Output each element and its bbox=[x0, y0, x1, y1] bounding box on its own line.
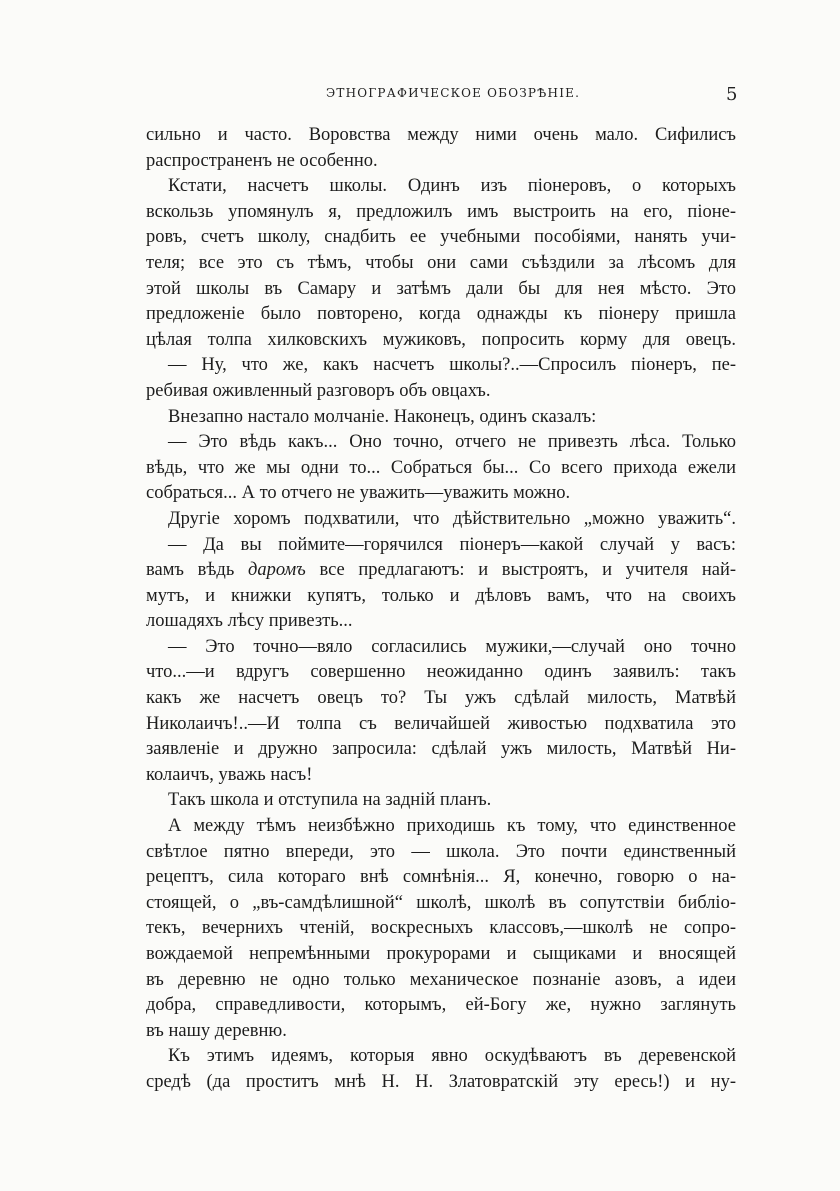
text-line: ровъ, счетъ школу, снадбить ее учебными пособіями, нанять учи- bbox=[146, 227, 736, 248]
text-line: собраться... А то отчего не уважить—уважить можно. bbox=[146, 483, 571, 504]
text-line: въ деревню не одно только механическое познаніе азовъ, а идеи bbox=[146, 969, 736, 990]
text-line: мутъ, и книжки купятъ, только и дѣловъ вамъ, что на своихъ bbox=[146, 585, 736, 606]
text-segment: вамъ вѣдь bbox=[146, 560, 248, 581]
text-line: вождаемой непремѣнными прокурорами и сыщиками и вносящей bbox=[146, 944, 736, 964]
text-line: сильно и часто. Воровства между ними очень мало. Сифилисъ bbox=[146, 125, 736, 145]
text-line: свѣтлое пятно впереди, это — школа. Это почти единственный bbox=[146, 841, 736, 862]
page-number: 5 bbox=[726, 84, 738, 105]
body-text bbox=[146, 123, 736, 1096]
text-line: лошадяхъ лѣсу привезть... bbox=[146, 611, 353, 632]
text-line: предложеніе было повторено, когда однажды къ піонеру пришла bbox=[146, 304, 736, 325]
emphasized-word: даромъ bbox=[247, 560, 306, 581]
text-line: рецептъ, сила котораго внѣ сомнѣнія... Я, конечно, говорю о на- bbox=[146, 867, 736, 888]
text-line: — Ну, что же, какъ насчетъ школы?..—Спросилъ піонеръ, пе- bbox=[168, 355, 736, 376]
running-title: ЭТНОГРАФИЧЕСКОЕ ОБОЗРѢНІЕ. bbox=[326, 86, 581, 100]
text-line: этой школы въ Самару и затѣмъ дали бы для нея мѣсто. Это bbox=[146, 278, 736, 299]
text-line: Такъ школа и отступила на заднiй планъ. bbox=[168, 790, 492, 811]
text-line: вскользь упомянулъ я, предложилъ имъ выстроить на его, піоне- bbox=[146, 201, 736, 222]
text-line: что...—и вдругъ совершенно неожиданно одинъ заявилъ: такъ bbox=[146, 662, 736, 683]
text-line-with-emphasis bbox=[146, 558, 736, 584]
text-line: Внезапно настало молчаніе. Наконецъ, одинъ сказалъ: bbox=[168, 406, 597, 427]
text-line: Другіе хоромъ подхватили, что дѣйствительно „можно уважить“. bbox=[168, 508, 736, 529]
text-line: добра, справедливости, которымъ, ей-Богу же, нужно заглянуть bbox=[146, 995, 736, 1016]
text-line: — Это вѣдь какъ... Оно точно, отчего не привезть лѣса. Только bbox=[168, 432, 736, 453]
text-line: цѣлая толпа хилковскихъ мужиковъ, попросить корму для овецъ. bbox=[146, 329, 736, 350]
text-line: теля; все это съ тѣмъ, чтобы они сами съѣздили за лѣсомъ для bbox=[146, 252, 736, 273]
text-line: А между тѣмъ неизбѣжно приходишь къ тому, что единственное bbox=[168, 816, 736, 837]
text-line: Кстати, насчетъ школы. Одинъ изъ піонеровъ, о которыхъ bbox=[168, 176, 736, 197]
text-segment: все предлагаютъ: и выстроятъ, и учителя най- bbox=[305, 560, 737, 581]
text-line: въ нашу деревню. bbox=[146, 1020, 287, 1041]
text-line: заявленіе и дружно запросила: сдѣлай ужъ милость, Матвѣй Ни- bbox=[146, 739, 736, 760]
text-line: какъ же насчетъ овецъ то? Ты ужъ сдѣлай милость, Матвѣй bbox=[146, 688, 736, 709]
text-line: стоящей, о „въ-самдѣлишной“ школѣ, школѣ въ сопутствіи библіо- bbox=[146, 892, 736, 913]
text-line: Къ этимъ идеямъ, которыя явно оскудѣваютъ въ деревенской bbox=[168, 1046, 736, 1067]
text-line: средѣ (да проститъ мнѣ Н. Н. Златовратскій эту ересь!) и ну- bbox=[146, 1071, 736, 1092]
text-line: текъ, вечернихъ чтеній, воскресныхъ классовъ,—школѣ не сопро- bbox=[146, 918, 736, 939]
text-line: ребивая оживленный разговоръ объ овцахъ. bbox=[146, 380, 491, 401]
text-line: вѣдь, что же мы одни то... Собраться бы... Со всего прихода ежели bbox=[146, 457, 736, 478]
text-line: Николаичъ!..—И толпа съ величайшей живостью подхватила это bbox=[146, 713, 736, 734]
text-line: — Это точно—вяло согласились мужики,—случай оно точно bbox=[168, 636, 736, 657]
text-line: распространенъ не особенно. bbox=[146, 150, 378, 171]
text-line: — Да вы поймите—горячился піонеръ—какой случай у васъ: bbox=[168, 534, 736, 555]
text-line: колаичъ, уважь насъ! bbox=[146, 764, 313, 785]
